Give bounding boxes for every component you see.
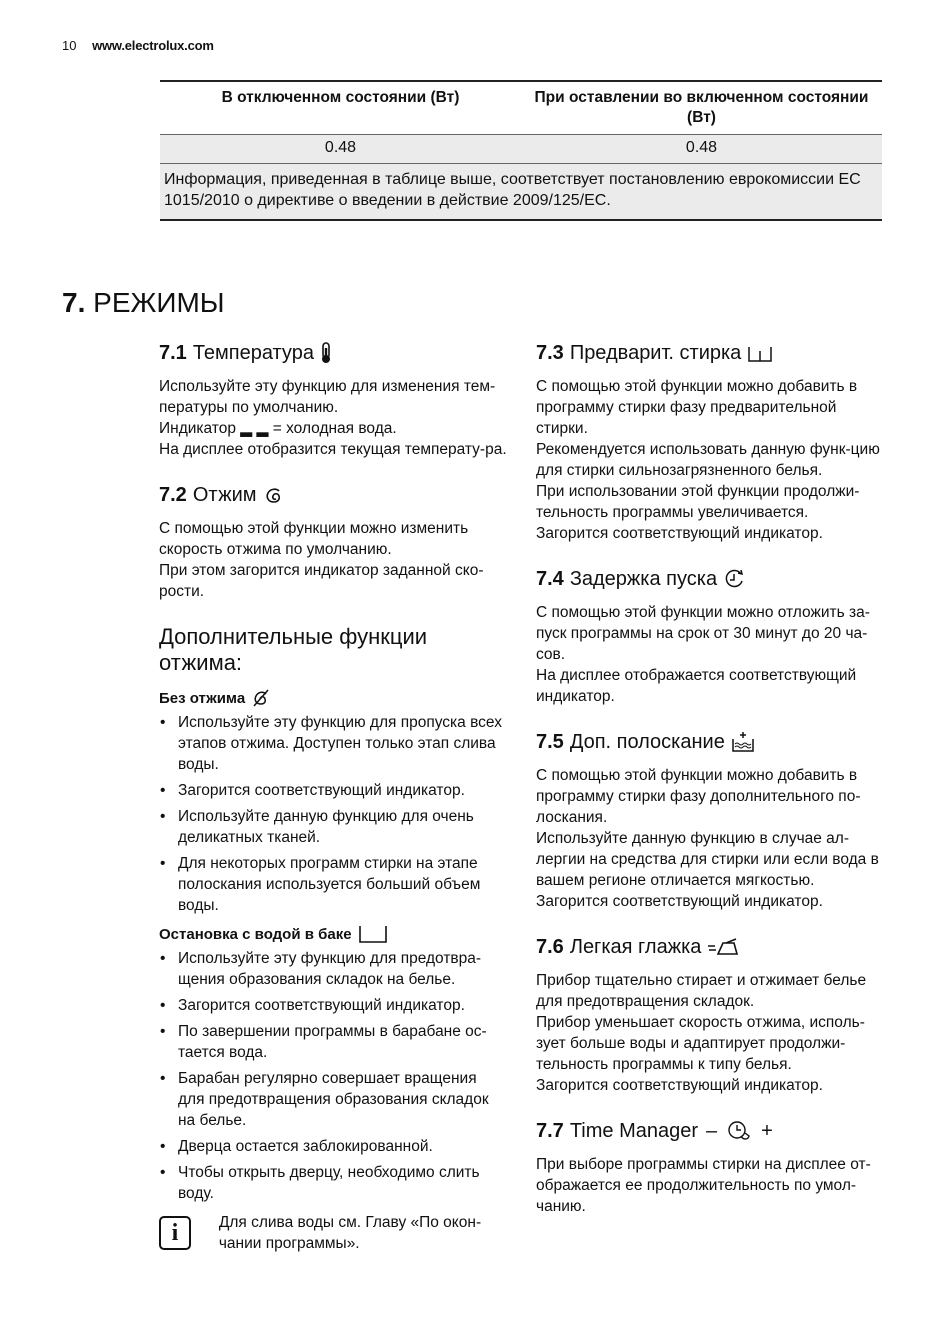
section-heading xyxy=(536,340,884,366)
power-consumption-table xyxy=(160,80,882,221)
minus-icon: – xyxy=(706,1120,718,1142)
list-item: • Используйте эту функцию для предотвра-щения образования складок на белье. xyxy=(159,948,507,990)
section-title: Легкая глажка xyxy=(569,936,702,958)
section-extra-rinse xyxy=(536,729,884,912)
page-header xyxy=(62,38,214,53)
paragraph: С помощью этой функции можно отложить за-пуск программы на срок от 30 минут до 20 ча-сов. xyxy=(536,604,870,663)
right-column xyxy=(536,340,884,1239)
table-row xyxy=(160,135,882,164)
list-item: • По завершении программы в барабане ос-тается вода. xyxy=(159,1021,507,1063)
section-number: 7.3 xyxy=(536,342,564,364)
paragraph: Индикатор ▂ ▂ = холодная вода. xyxy=(159,420,397,437)
list-item: • Барабан регулярно совершает вращения для предотвращения образования складок на белье. xyxy=(159,1068,507,1131)
section-easy-iron xyxy=(536,934,884,1096)
paragraph: Используйте эту функцию для изменения тем-пературы по умолчанию. xyxy=(159,378,496,416)
section-title: Time Manager xyxy=(569,1120,699,1142)
paragraph: На дисплее отобразится текущая температу-ра. xyxy=(159,441,507,458)
info-note xyxy=(159,1212,507,1254)
section-spin xyxy=(159,482,507,602)
extra-spin-functions-heading: Дополнительные функции отжима: xyxy=(159,624,428,675)
paragraph: Используйте данную функцию в случае ал-лергии на средства для стирки или если вода в вашем регионе отличается мягкостью. xyxy=(536,830,879,889)
list-item: • Дверца остается заблокированной. xyxy=(159,1136,507,1157)
section-heading xyxy=(536,934,884,960)
chapter-name: РЕЖИМЫ xyxy=(93,287,225,318)
paragraph: Загорится соответствующий индикатор. xyxy=(536,525,823,542)
paragraph: Прибор уменьшает скорость отжима, исполь-зует больше воды и адаптирует продолжи-тельность программы к типу белья. xyxy=(536,1014,865,1073)
paragraph: Загорится соответствующий индикатор. xyxy=(536,893,823,910)
section-title: Задержка пуска xyxy=(569,568,718,590)
paragraph: На дисплее отображается соответствующий индикатор. xyxy=(536,667,857,705)
no-spin-heading xyxy=(159,688,507,708)
section-number: 7.4 xyxy=(536,568,564,590)
list-item: • Для некоторых программ стирки на этапе полоскания используется больший объем воды. xyxy=(159,853,507,916)
paragraph: Загорится соответствующий индикатор. xyxy=(536,1077,823,1094)
table-header-left-on: При оставлении во включенном состоянии (Вт) xyxy=(534,89,869,126)
no-spin-list xyxy=(159,712,507,916)
table-header-row xyxy=(160,82,882,135)
no-spin-icon xyxy=(251,688,271,708)
spin-icon xyxy=(263,485,285,505)
section-number: 7.5 xyxy=(536,731,564,753)
table-header-off: В отключенном состоянии (Вт) xyxy=(221,89,460,106)
section-heading xyxy=(159,340,507,366)
site-url: www.electrolux.com xyxy=(92,38,214,53)
extra-rinse-icon xyxy=(731,731,755,753)
section-title: Температура xyxy=(192,342,314,364)
section-title: Доп. полоскание xyxy=(569,731,725,753)
subheading-text: Остановка с водой в баке xyxy=(159,925,352,943)
paragraph: При выборе программы стирки на дисплее от-ображается ее продолжительность по умол-чанию. xyxy=(536,1156,871,1215)
section-number: 7.6 xyxy=(536,936,564,958)
chapter-number: 7. xyxy=(62,287,86,318)
paragraph: При использовании этой функции продолжи-тельность программы увеличивается. xyxy=(536,483,860,521)
info-text: Для слива воды см. Главу «По окон-чании программы». xyxy=(218,1214,482,1252)
section-heading xyxy=(536,729,884,755)
section-number: 7.7 xyxy=(536,1120,564,1142)
section-title: Предварит. стирка xyxy=(569,342,742,364)
table-cell-off-value: 0.48 xyxy=(324,139,357,156)
left-column xyxy=(159,340,507,1254)
easy-iron-icon xyxy=(707,937,739,957)
section-temperature xyxy=(159,340,507,460)
table-cell-on-value: 0.48 xyxy=(685,139,718,156)
list-item: • Загорится соответствующий индикатор. xyxy=(159,995,507,1016)
rinse-hold-heading xyxy=(159,924,507,944)
list-item: • Чтобы открыть дверцу, необходимо слить воду. xyxy=(159,1162,507,1204)
section-heading xyxy=(536,566,884,592)
paragraph: С помощью этой функции можно добавить в программу стирки фазу предварительной стирки. xyxy=(536,378,858,437)
section-heading xyxy=(536,1118,884,1144)
subheading-text: Без отжима xyxy=(159,689,246,707)
table-note: Информация, приведенная в таблице выше, соответствует постановлению еврокомиссии ЕС 1015/2010 о директиве о введении в действие 2009/125/EC. xyxy=(160,164,882,219)
section-prewash xyxy=(536,340,884,544)
paragraph: При этом загорится индикатор заданной ско-рости. xyxy=(159,562,484,600)
section-number: 7.1 xyxy=(159,342,187,364)
time-manager-icon xyxy=(727,1120,753,1142)
page-number: 10 xyxy=(62,38,77,53)
section-heading xyxy=(159,482,507,508)
paragraph: С помощью этой функции можно добавить в программу стирки фазу дополнительного по-лоскания. xyxy=(536,767,861,826)
prewash-icon xyxy=(747,343,773,363)
section-title: Отжим xyxy=(192,484,257,506)
paragraph: С помощью этой функции можно изменить скорость отжима по умолчанию. xyxy=(159,520,469,558)
delay-start-icon xyxy=(723,568,745,590)
paragraph: Рекомендуется использовать данную функ-цию для стирки сильнозагрязненного белья. xyxy=(536,441,880,479)
paragraph: Прибор тщательно стирает и отжимает белье для предотвращения складок. xyxy=(536,972,867,1010)
list-item: • Загорится соответствующий индикатор. xyxy=(159,780,507,801)
section-time-manager xyxy=(536,1118,884,1217)
section-delay-start xyxy=(536,566,884,707)
plus-icon: + xyxy=(761,1120,773,1142)
rinse-hold-icon xyxy=(358,924,388,944)
list-item: • Используйте данную функцию для очень деликатных тканей. xyxy=(159,806,507,848)
rinse-hold-list xyxy=(159,948,507,1204)
thermometer-icon xyxy=(320,342,332,364)
section-number: 7.2 xyxy=(159,484,187,506)
info-icon: i xyxy=(159,1216,191,1250)
list-item: • Используйте эту функцию для пропуска всех этапов отжима. Доступен только этап слива воды. xyxy=(159,712,507,775)
chapter-title xyxy=(62,287,225,319)
